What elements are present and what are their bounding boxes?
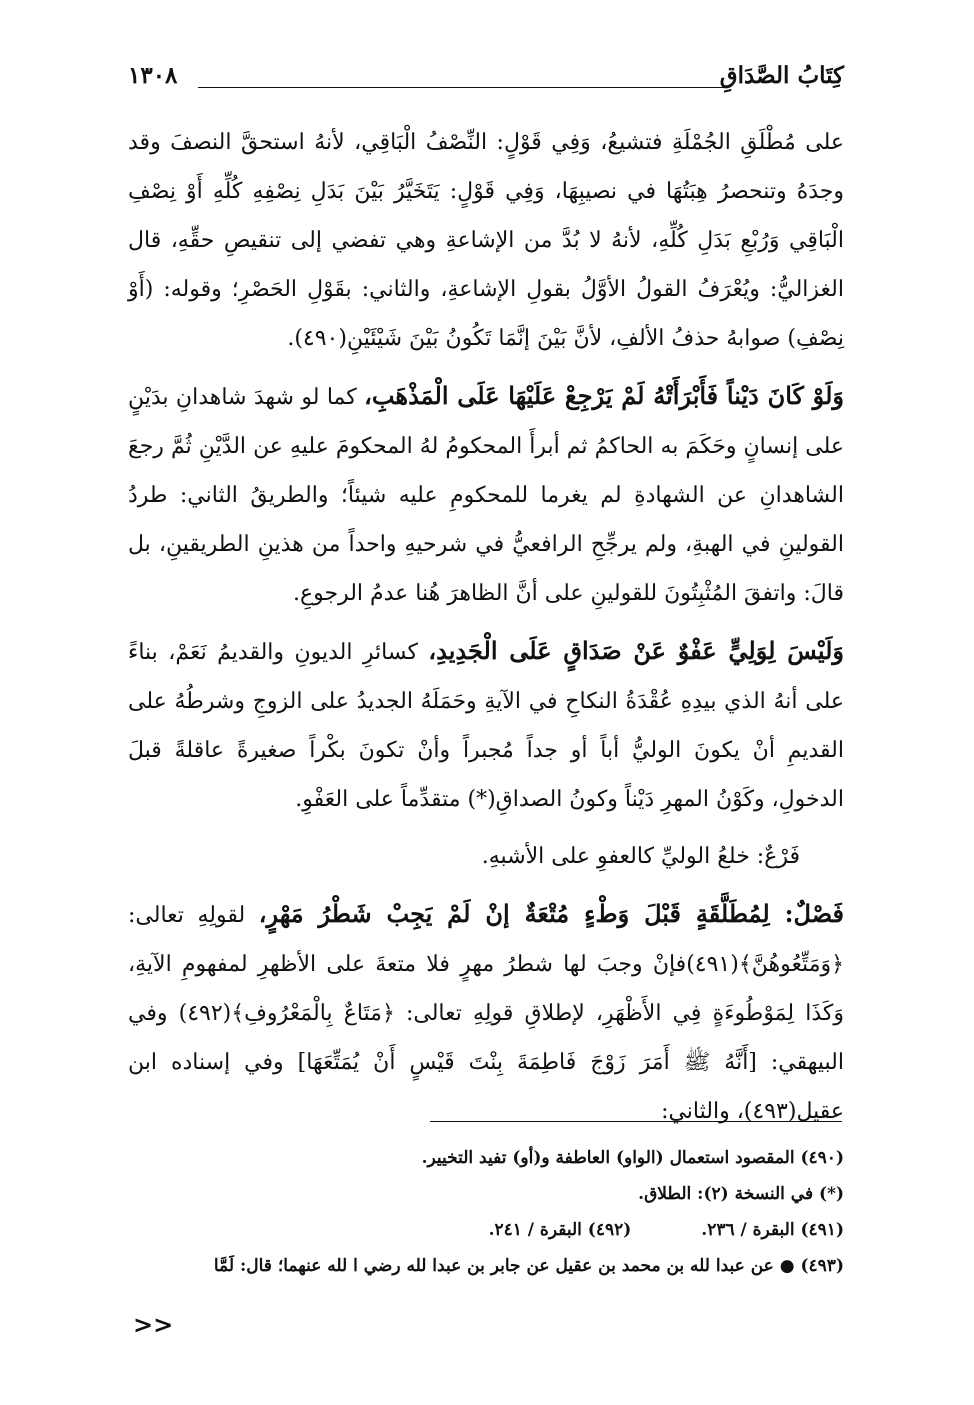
footnote-491: (٤٩١) البقرة / ٢٣٦. — [701, 1220, 844, 1240]
paragraph-2-text: كما لو شهدَ شاهدانِ بدَيْنٍ على إنسانٍ وحَكَمَ به الحاكمُ ثم أبرأَ المحكومُ لهُ المحكومَ عليهِ عن الدَّيْنِ ثُمَّ رجعَ الشاهدانِ عن الشهادةِ لم يغرما للمحكومِ عليه شيئاً؛ والطريقُ الثاني: طردُ القولينِ في الهبةِ، ولم يرجِّحِ الرافعيُّ في شرحيهِ واحداً من هذينِ الطريقينِ، بل قالَ: واتفقَ المُثْبِتُونَ للقولينِ على أنَّ الظاهرَ هُنا عدمُ الرجوعِ. — [128, 385, 844, 606]
footnote-490: (٤٩٠) المقصود استعمال (الواو) العاطفة و(أو) تفيد التخيير. — [421, 1148, 844, 1168]
paragraph-3-lead: وَلَيْسَ لِوَلِيٍّ عَفْوٌ عَنْ صَدَاقٍ عَلَى الْجَدِيدِ، — [428, 636, 844, 665]
paragraph-4-subsection — [128, 832, 844, 881]
footnote-491-492 — [128, 1212, 844, 1248]
paragraph-2 — [128, 371, 844, 618]
header-rule — [198, 87, 726, 88]
footnote-492: (٤٩٢) البقرة / ٢٤١. — [488, 1220, 632, 1240]
footnote-493: (٤٩٣) ● عن عبدا لله بن محمد بن عقيل عن جابر بن عبدا لله رضي ا لله عنهما؛ قال: لَمَّا — [213, 1256, 844, 1276]
paragraph-5-section — [128, 889, 844, 1136]
paragraph-5-text: لقولِهِ تعالى: ﴿وَمَتِّعُوهُنَّ﴾(٤٩١)فإنْ وجبَ لها شطرُ مهرٍ فلا متعةَ على الأظهرِ لمفهومِ الآيةِ، وَكَذَا لِمَوْطُوءَةٍ فِي الأَظْهَرِ، لإطلاقِ قولِهِ تعالى: ﴿مَتَاعٌ بِالْمَعْرُوفِ﴾(٤٩٢) وفي البيهقي: [أَنَّهُ ﷺ أَمَرَ زَوْجَ فَاطِمَةَ بِنْتَ قَيْسٍ أَنْ يُمَتِّعَهَا] وفي إسناده ابن عقيل(٤٩٣)، والثاني: — [128, 903, 844, 1124]
continuation-mark: << — [133, 1310, 174, 1339]
chapter-title: كِتَابُ الصَّدَاقِ — [719, 62, 844, 89]
paragraph-1-text: على مُطْلَقِ الجُمْلَةِ فتشيعُ، وَفِي قَوْلٍ: النِّصْفُ الْبَاقِي، لأنهُ استحقَّ النصفَ وقد وجدَهُ وتنحصرُ هِبَتُهَا في نصيبِهَا، وَفِي قَوْلٍ: يَتَخَيَّرُ بَيْنَ بَدَلِ نِصْفِهِ كُلِّهِ أَوْ نِصْفِ الْبَاقِي وَرُبْعِ بَدَلِ كُلِّهِ، لأنهُ لا بُدَّ من الإشاعةِ وهي تفضي إلى تنقيصِ حقِّهِ، قال الغزاليُّ: ويُعْرَفُ القولُ الأوَّلُ بقولِ الإشاعةِ، والثاني: بقَوْلِ الحَصْرِ؛ وقوله: (أَوْ نِصْفِ) صوابهُ حذفُ الألفِ، لأنَّ بَيْنَ إنَّمَا تَكُونُ بَيْنَ شَيْئَيْنِ(٤٩٠). — [128, 130, 844, 351]
paragraph-5-lead: فَصْلٌ: لِمُطَلَّقَةٍ قَبْلَ وَطْءٍ مُتْعَةٌ إنْ لَمْ يَجِبْ شَطْرُ مَهْرٍ، — [258, 899, 844, 928]
main-text — [128, 118, 844, 1144]
footnote-rule — [430, 1121, 842, 1122]
page-number: ١٣٠٨ — [128, 62, 178, 89]
running-header — [128, 62, 844, 96]
paragraph-1 — [128, 118, 844, 363]
paragraph-3-text: كسائرِ الديونِ والقديمُ نَعَمْ، بناءً على أنهُ الذي بيدِهِ عُقْدَةُ النكاحِ في الآيةِ وحَمَلَهُ الجديدُ على الزوجِ وشرطُهُ على القديمِ أنْ يكونَ الوليُّ أباً أو جداً مُجبراً وأنْ تكونَ بكْراً صغيرةً عاقلةً قبلَ الدخولِ، وكَوْنُ المهرِ دَيْناً وكونُ الصداقِ(*) متقدِّماً على العَفْوِ. — [128, 640, 844, 812]
paragraph-2-lead: وَلَوْ كَانَ دَيْناً فَأَبْرَأَتْهُ لَمْ يَرْجِعْ عَلَيْهَا عَلَى الْمَذْهَبِ، — [364, 381, 844, 410]
paragraph-3 — [128, 626, 844, 824]
footnote-star: (*) في النسخة (٢): الطلاق. — [638, 1184, 844, 1204]
footnotes — [128, 1140, 844, 1284]
paragraph-4-text: فَرْعٌ: خلعُ الوليِّ كالعفوِ على الأشبهِ. — [481, 844, 800, 869]
